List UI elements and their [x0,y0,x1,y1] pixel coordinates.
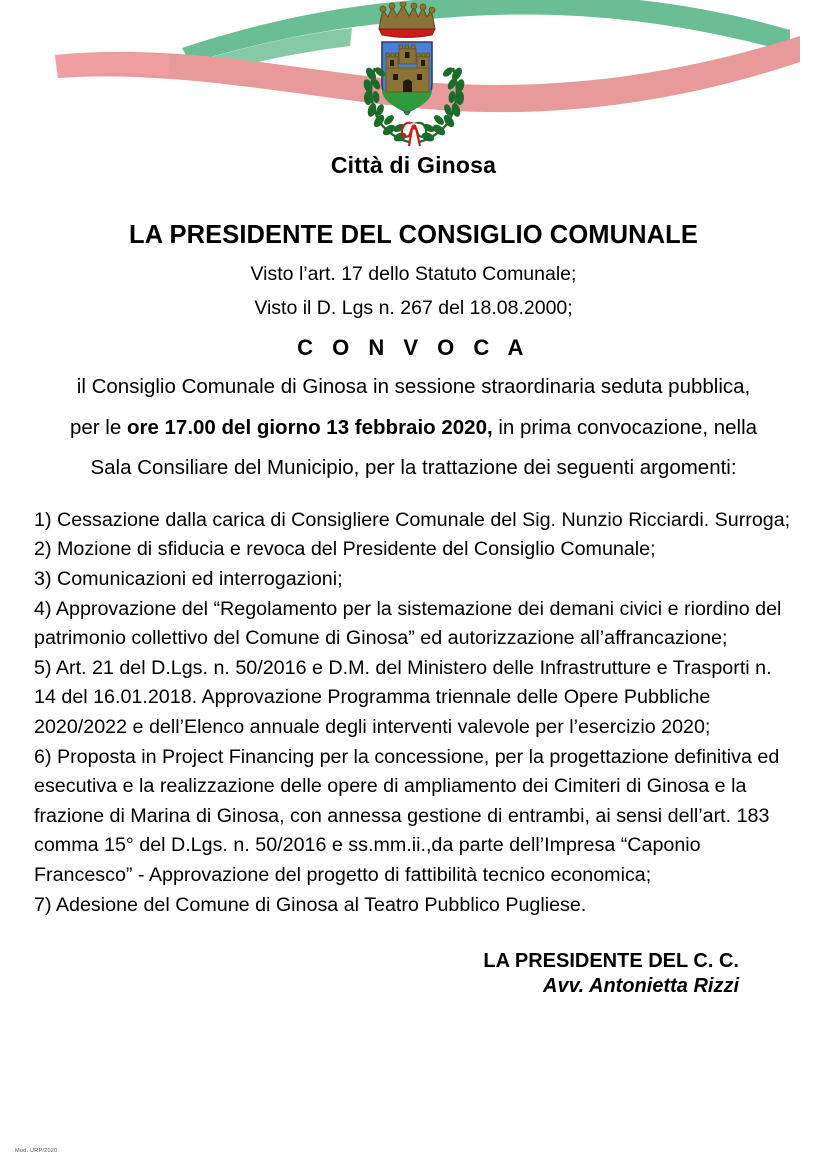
document-content [0,221,827,999]
city-name: Città di Ginosa [330,152,497,178]
coat-of-arms-icon [359,2,469,150]
signature-name: Avv. Antonietta Rizzi [543,975,739,998]
agenda-item: 7) Adesione del Comune di Ginosa al Teatro Pubblico Pugliese. [34,893,587,916]
signature-role: LA PRESIDENTE DEL C. C. [483,950,739,973]
intro-line-2-suffix: in prima convocazione, nella [492,415,758,439]
intro-line-1: il Consiglio Comunale di Ginosa in sessione straordinaria seduta pubblica, [76,375,751,399]
intro-line-3: Sala Consiliare del Municipio, per la trattazione dei seguenti argomenti: [90,456,737,480]
agenda-item: 1) Cessazione dalla carica di Consigliere Comunale del Sig. Nunzio Ricciardi. Surroga; [34,508,791,531]
preamble-line-2: Visto il D. Lgs n. 267 del 18.08.2000; [254,296,573,319]
document-header [0,0,827,190]
intro-line-2 [30,415,797,439]
convoca-heading: C O N V O C A [297,335,530,361]
signature-block [30,949,797,999]
agenda-item: 5) Art. 21 del D.Lgs. n. 50/2016 e D.M. del Ministero delle Infrastrutture e Trasporti n. 14 del 16.01.2018. Approvazione Programma triennale delle Opere Pubbliche 2020/2022 e dell’Elenco annuale degli interventi valevole per l’esercizio 2020; [34,656,772,738]
page-title: LA PRESIDENTE DEL CONSIGLIO COMUNALE [129,221,698,249]
intro-line-2-prefix: per le [69,415,127,439]
agenda-item: 3) Comunicazioni ed interrogazioni; [34,568,343,590]
agenda-item: 4) Approvazione del “Regolamento per la sistemazione dei demani civici e riordino del patrimonio collettivo del Comune di Ginosa” ed autorizzazione all’affrancazione; [34,597,782,650]
agenda-item: 6) Proposta in Project Financing per la concessione, per la progettazione definitiva ed esecutiva e la realizzazione delle opere di ampliamento dei Cimiteri di Ginosa e la frazione di Marina di Ginosa, con annessa gestione di entrambi, ai sensi dell’art. 183 comma 15° del D.Lgs. n. 50/2016 e ss.mm.ii.,da parte dell’Impresa “Caponio Francesco” - Approvazione del progetto di fattibilità tecnico economica; [34,745,780,886]
agenda-item: 2) Mozione di sfiducia e revoca del Presidente del Consiglio Comunale; [34,538,656,561]
meeting-datetime: ore 17.00 del giorno 13 febbraio 2020, [126,415,493,439]
shield-icon [382,42,432,115]
agenda-list [30,506,797,920]
form-code-footer: Mod. URP/2020 [15,1148,58,1154]
crown-icon [379,2,435,38]
preamble-line-1: Visto l’art. 17 dello Statuto Comunale; [250,263,577,286]
